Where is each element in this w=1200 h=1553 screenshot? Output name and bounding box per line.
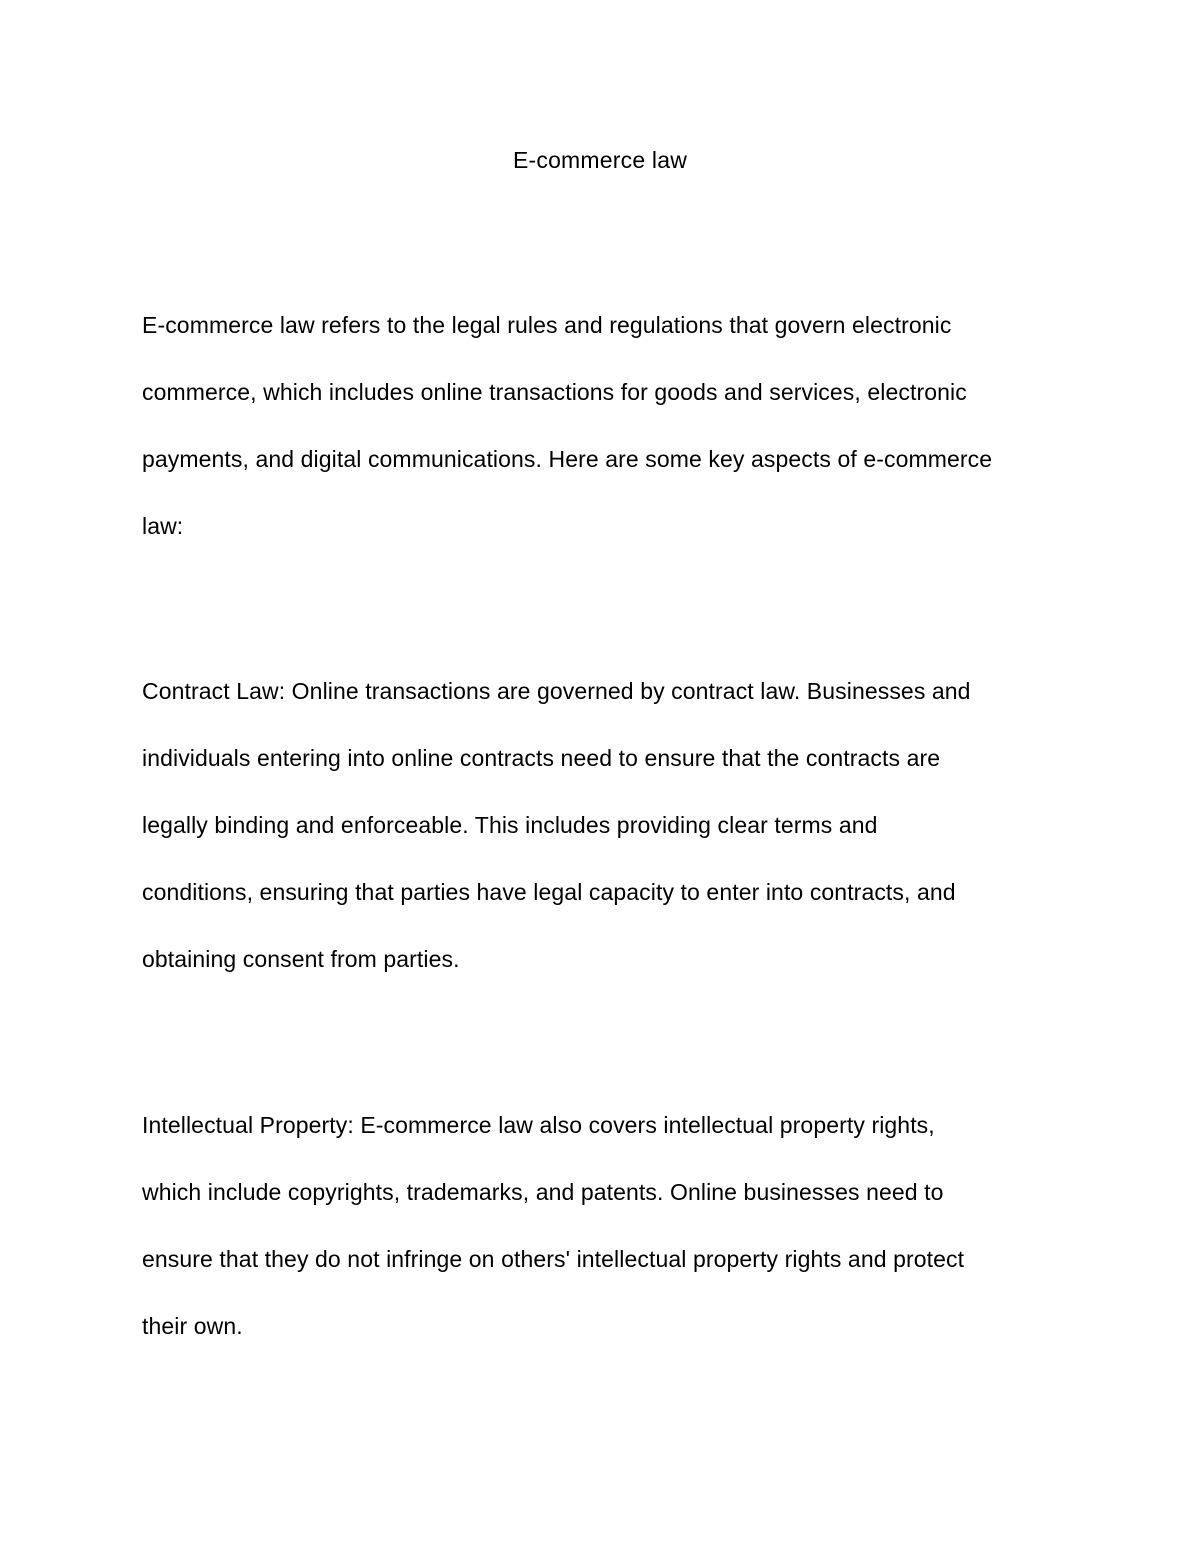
text-line: law: <box>142 513 184 539</box>
document-title: E-commerce law <box>512 147 688 173</box>
paragraph-contract-law <box>142 658 1072 993</box>
text-line: conditions, ensuring that parties have legal capacity to enter into contracts, and <box>142 879 956 905</box>
text-line: ensure that they do not infringe on others' intellectual property rights and protect <box>142 1246 965 1272</box>
text-line: obtaining consent from parties. <box>142 946 460 972</box>
text-line: legally binding and enforceable. This includes providing clear terms and <box>142 812 878 838</box>
text-line: individuals entering into online contracts need to ensure that the contracts are <box>142 745 941 771</box>
text-line: payments, and digital communications. Here are some key aspects of e-commerce <box>142 446 993 472</box>
text-line: Intellectual Property: E-commerce law also covers intellectual property rights, <box>142 1112 935 1138</box>
text-line: E-commerce law refers to the legal rules and regulations that govern electronic <box>142 312 952 338</box>
text-line: their own. <box>142 1313 243 1339</box>
text-line: Contract Law: Online transactions are governed by contract law. Businesses and <box>142 678 971 704</box>
text-line: commerce, which includes online transactions for goods and services, electronic <box>142 379 967 405</box>
text-line: which include copyrights, trademarks, and patents. Online businesses need to <box>142 1179 944 1205</box>
paragraph-intellectual-property <box>142 1092 1072 1360</box>
paragraph-introduction <box>142 292 1072 560</box>
